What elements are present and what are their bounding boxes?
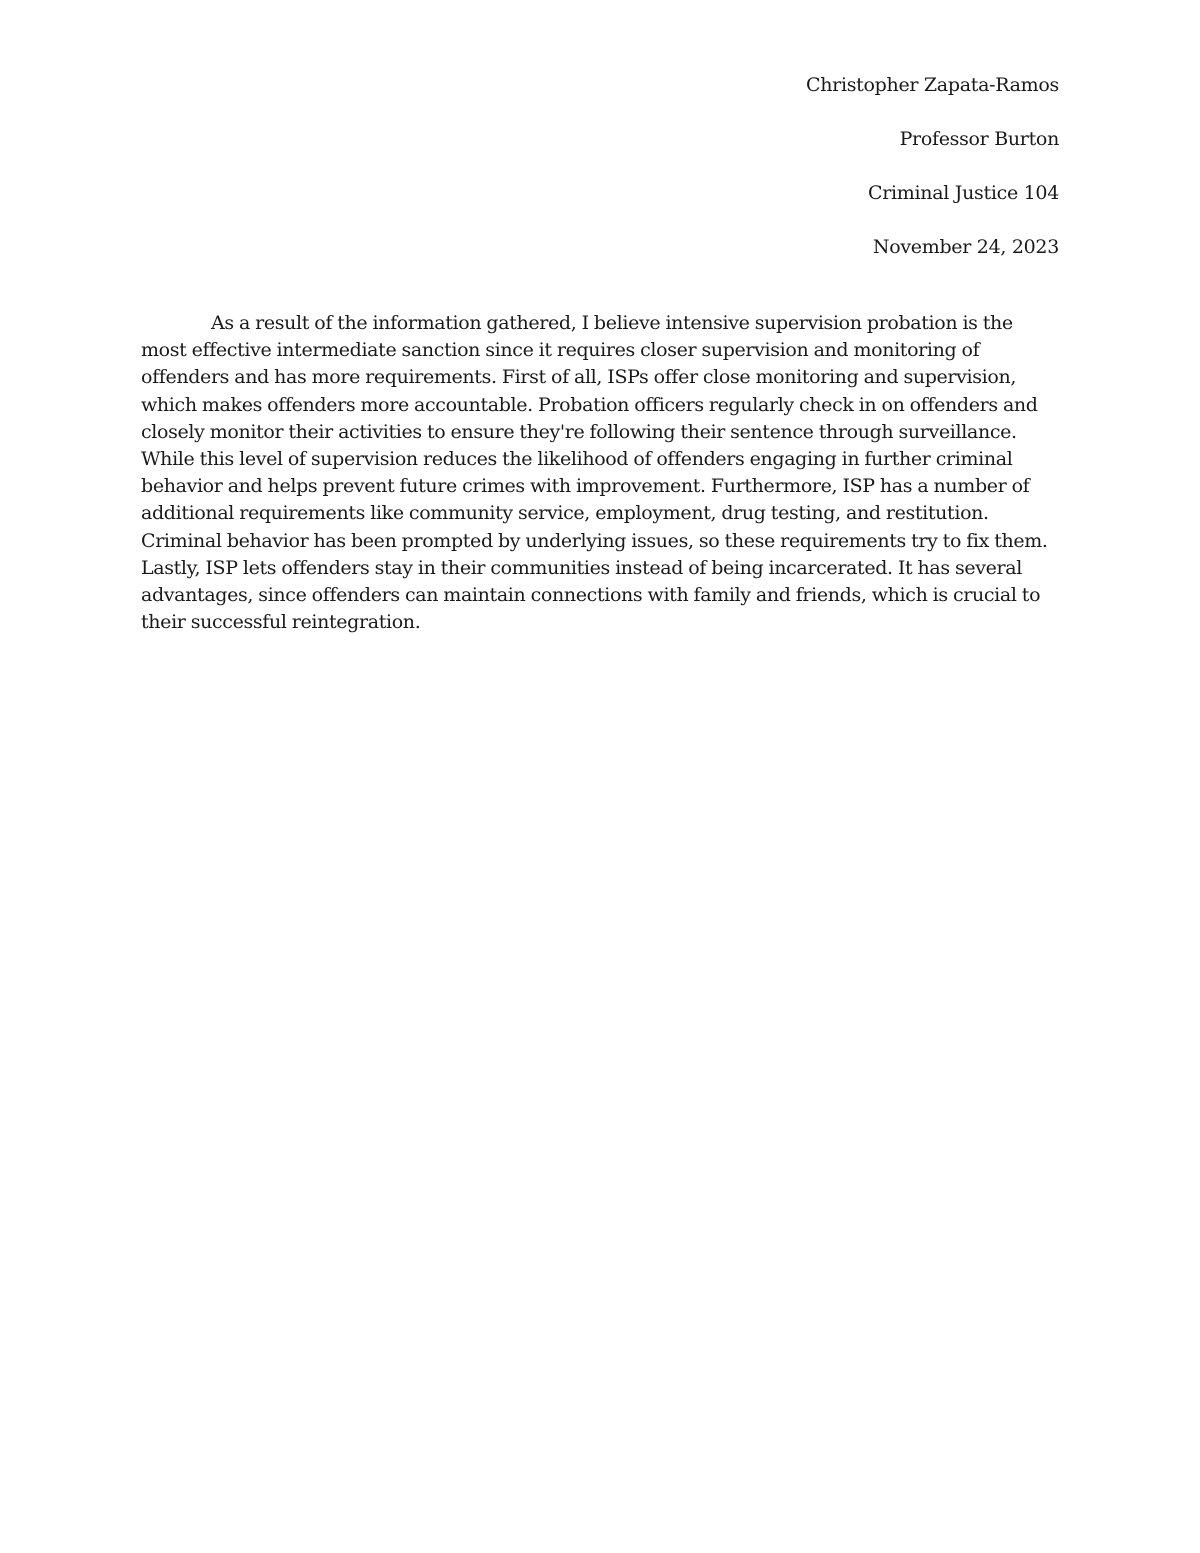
- course-name: Criminal Justice 104: [868, 182, 1059, 204]
- body-paragraph: As a result of the information gathered, I believe intensive supervision probation is the most effective intermediate sanction since it requires closer supervision and monitoring of offenders and has more requirements. First of all, ISPs offer close monitoring and supervision, which makes offenders more accountable. Probation officers regularly check in on offenders and closely monitor their activities to ensure they're following their sentence through surveillance. While this level of supervision reduces the likelihood of offenders engaging in further criminal behavior and helps prevent future crimes with improvement. Furthermore, ISP has a number of additional requirements like community service, employment, drug testing, and restitution. Criminal behavior has been prompted by underlying issues, so these requirements try to fix them. Lastly, ISP lets offenders stay in their communities instead of being incarcerated. It has several advantages, since offenders can maintain connections with family and friends, which is crucial to their successful reintegration.: [141, 312, 1048, 634]
- professor-name: Professor Burton: [899, 128, 1059, 150]
- submission-date: November 24, 2023: [872, 236, 1059, 258]
- student-name: Christopher Zapata-Ramos: [805, 74, 1059, 96]
- heading-block: [806, 72, 1059, 288]
